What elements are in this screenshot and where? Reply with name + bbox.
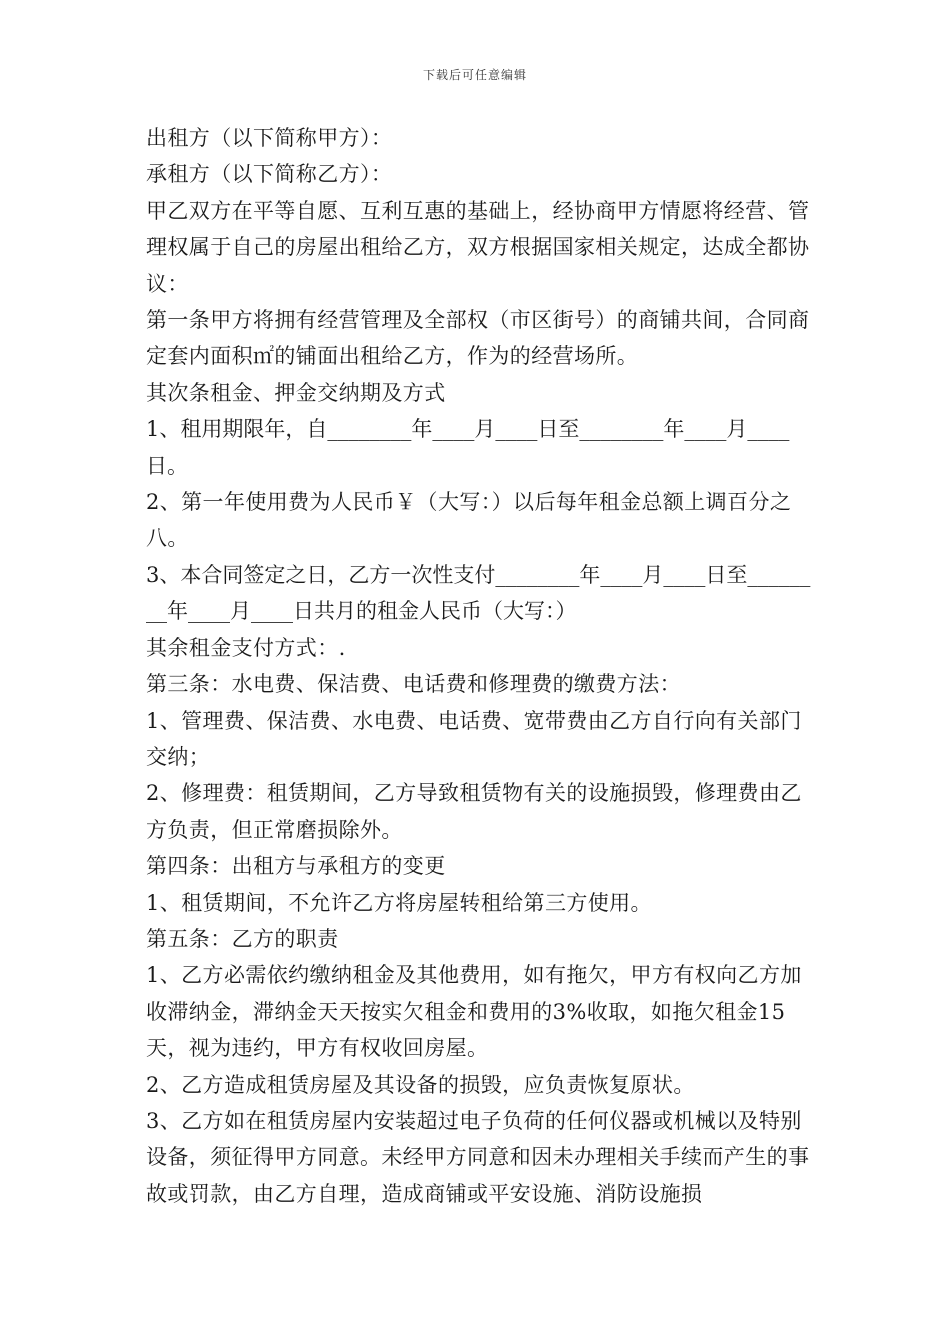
article-2-title: 其次条租金、押金交纳期及方式: [146, 380, 446, 405]
article-1-paragraph: 第一条甲方将拥有经营管理及全部权（市区街号）的商铺共间，合同商定套内面积㎡的铺面出租给乙方，作为的经营场所。: [146, 308, 810, 369]
lessor-line: 出租方（以下简称甲方）：: [146, 126, 393, 150]
intro-paragraph: 甲乙双方在平等自愿、互利互惠的基础上，经协商甲方情愿将经营、管理权属于自己的房屋出租给乙方，双方根据国家相关规定，达成全都协议：: [146, 198, 810, 296]
header-note: 下载后可任意编辑: [422, 68, 527, 82]
article-5-item-3: 3、乙方如在租赁房屋内安装超过电子负荷的任何仪器或机械以及特别设备，须征得甲方同意。未经甲方同意和因未办理相关手续而产生的事故或罚款，由乙方自理，造成商铺或平安设施、消防设施损: [146, 1108, 810, 1206]
article-3-item-2: 2、修理费：租赁期间，乙方导致租赁物有关的设施损毁，修理费由乙方负责，但正常磨损除外。: [146, 781, 802, 842]
article-4-item-1: 1、租赁期间，不允许乙方将房屋转租给第三方使用。: [146, 890, 652, 915]
article-3-item-1: 1、管理费、保洁费、水电费、电话费、宽带费由乙方自行向有关部门交纳；: [146, 708, 802, 769]
contract-body: [146, 120, 814, 1212]
article-4-title: 第四条：出租方与承租方的变更: [146, 854, 446, 879]
article-2-other-payment: 其余租金支付方式：.: [146, 635, 346, 660]
lessee-line: 承租方（以下简称乙方）：: [146, 162, 393, 187]
article-3-title: 第三条：水电费、保洁费、电话费和修理费的缴费方法：: [146, 672, 681, 697]
article-2-item-3: 3、本合同签定之日，乙方一次性支付________年____月____日至________年____月____日共月的租金人民币（大写：）: [146, 562, 811, 624]
article-5-title: 第五条：乙方的职责: [146, 926, 339, 951]
article-2-item-2: 2、第一年使用费为人民币￥（大写：）以后每年租金总额上调百分之八。: [146, 490, 792, 551]
article-2-item-1: 1、租用期限年，自________年____月____日至________年____月____日。: [146, 417, 790, 478]
article-5-item-1: 1、乙方必需依约缴纳租金及其他费用，如有拖欠，甲方有权向乙方加收滞纳金，滞纳金天天按实欠租金和费用的3%收取，如拖欠租金15天，视为违约，甲方有权收回房屋。: [146, 963, 802, 1061]
article-5-item-2: 2、乙方造成租赁房屋及其设备的损毁，应负责恢复原状。: [146, 1072, 695, 1097]
